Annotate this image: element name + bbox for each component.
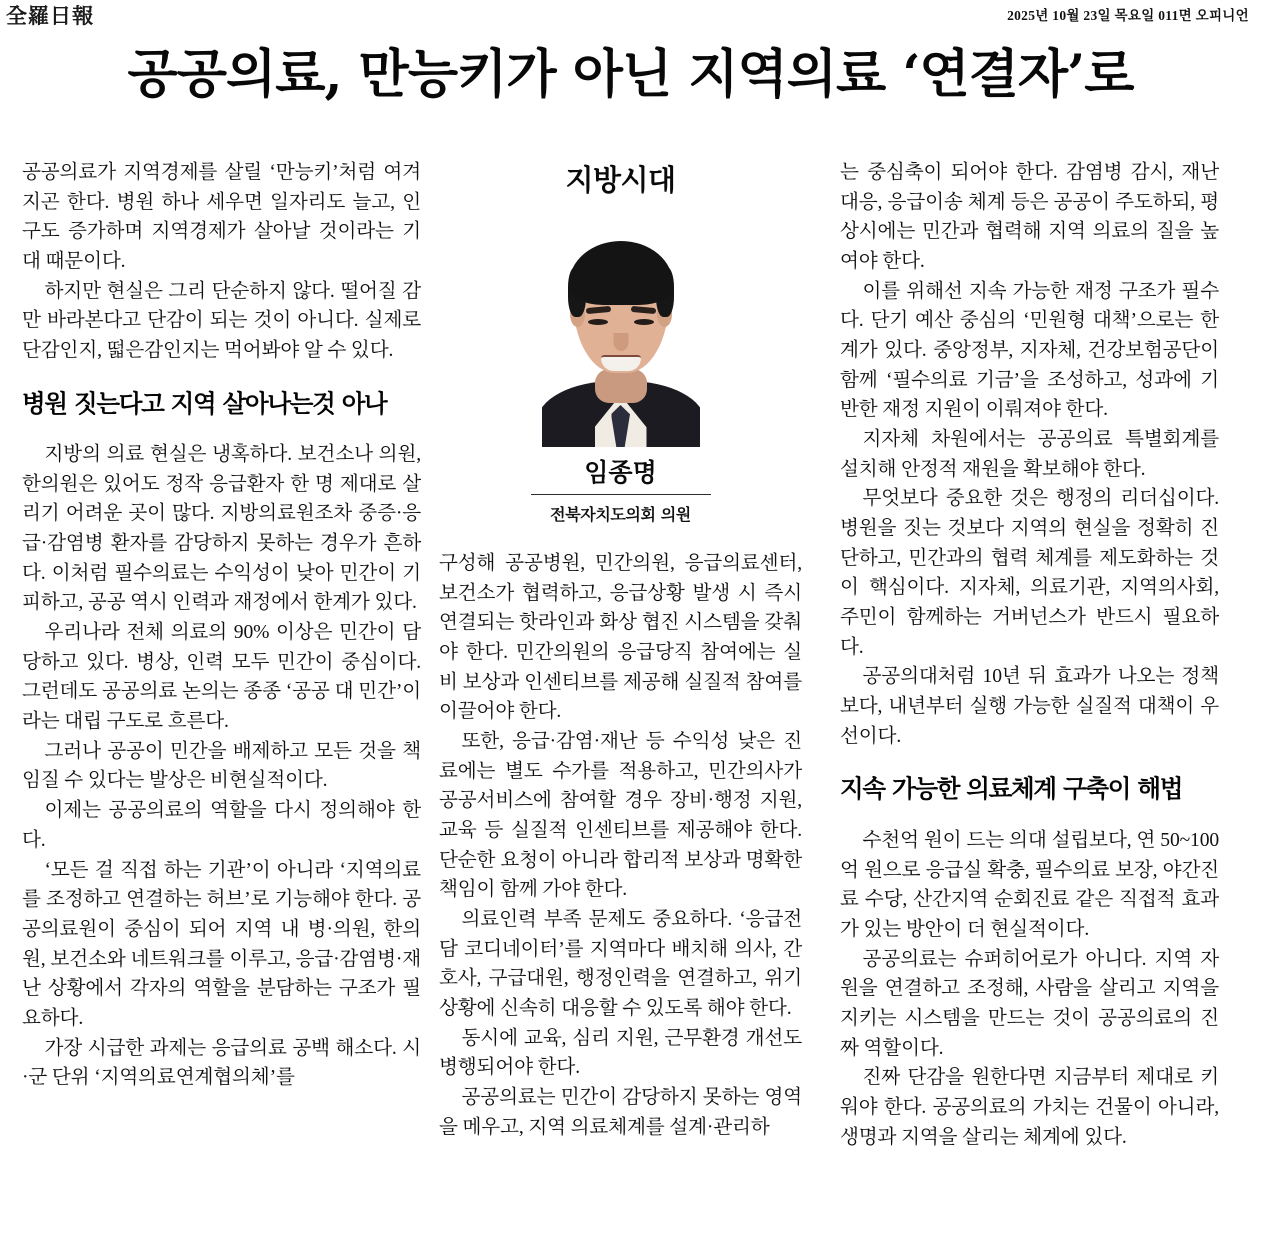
portrait-eye-right <box>634 319 654 325</box>
paragraph: 또한, 응급·감염·재난 등 수익성 낮은 진료에는 별도 수가를 적용하고, 민간의사가 공공서비스에 참여할 경우 장비·행정 지원, 교육 등 실질적 인센티브를 제공해야 한다. 단순한 요청이 아니라 합리적 보상과 명확한 책임이 함께 가야 한다. <box>439 731 802 901</box>
author-name: 임종명 <box>584 458 657 487</box>
paragraph: 이를 위해선 지속 가능한 재정 구조가 필수다. 단기 예산 중심의 ‘민원형 대책’으로는 한계가 있다. 중앙정부, 지자체, 건강보험공단이 함께 ‘필수의료 기금’을 조성하고, 성과에 기반한 재정 지원이 이뤄져야 한다. <box>840 280 1219 421</box>
portrait-nose <box>613 333 628 351</box>
paragraph: ‘모든 걸 직접 하는 기관’이 아니라 ‘지역의료를 조정하고 연결하는 허브’로 기능해야 한다. 공공의료원이 중심이 되어 지역 내 병·의원, 한의원, 보건소와 네트워크를 이루고, 응급·감염병·재난 상황에서 각자의 역할을 분담하는 구조가 필요하다. <box>22 859 421 1029</box>
paragraph: 무엇보다 중요한 것은 행정의 리더십이다. 병원을 짓는 것보다 지역의 현실을 정확히 진단하고, 민간과의 협력 체계를 제도화하는 것이 핵심이다. 지자체, 의료기관, 지역의사회, 주민이 함께하는 거버넌스가 반드시 필요하다. <box>840 488 1219 658</box>
paragraph: 공공의료가 지역경제를 살릴 ‘만능키’처럼 여겨지곤 한다. 병원 하나 세우면 일자리도 늘고, 인구도 증가하며 지역경제가 살아날 것이라는 기대 때문이다. <box>22 162 421 273</box>
paragraph: 공공의료는 슈퍼히어로가 아니다. 지역 자원을 연결하고 조정해, 사람을 살리고 지역을 지키는 시스템을 만드는 것이 공공의료의 진짜 역할이다. <box>840 948 1219 1059</box>
article-headline: 공공의료, 만능키가 아닌 지역의료 ‘연결자’로 <box>127 44 1134 105</box>
portrait-hair <box>569 241 673 305</box>
column-middle <box>421 158 820 1152</box>
column-left <box>22 158 421 1152</box>
section-subheading-1: 병원 짓는다고 지역 살아나는것 아나 <box>22 388 387 418</box>
series-title: 지방시대 <box>565 163 676 197</box>
portrait-mouth <box>601 355 641 371</box>
paragraph: 공공의대처럼 10년 뒤 효과가 나오는 정책보다, 내년부터 실행 가능한 실질적 대책이 우선이다. <box>840 666 1219 747</box>
byline-divider <box>531 494 711 495</box>
paragraph: 동시에 교육, 심리 지원, 근무환경 개선도 병행되어야 한다. <box>439 1027 802 1079</box>
paragraph: 지방의 의료 현실은 냉혹하다. 보건소나 의원, 한의원은 있어도 정작 응급환자 한 명 제대로 살리기 어려운 곳이 많다. 지방의료원조차 중증·응급·감염병 환자를 감당하지 못하는 경우가 흔하다. 이처럼 필수의료는 수익성이 낮아 민간이 기피하고, 공공 역시 인력과 재정에서 한계가 있다. <box>22 444 421 614</box>
paragraph: 지자체 차원에서는 공공의료 특별회계를 설치해 안정적 재원을 확보해야 한다. <box>840 429 1219 480</box>
author-portrait-photo <box>542 215 700 447</box>
author-photo-wrap <box>439 215 802 447</box>
author-role: 전북자치도의회 의원 <box>550 505 691 524</box>
paragraph: 수천억 원이 드는 의대 설립보다, 연 50~100억 원으로 응급실 확충, 필수의료 보장, 야간진료 수당, 산간지역 순회진료 같은 직접적 효과가 있는 방안이 더 현실적이다. <box>840 829 1219 940</box>
portrait-neck <box>595 369 647 403</box>
paragraph: 우리나라 전체 의료의 90% 이상은 민간이 담당하고 있다. 병상, 인력 모두 민간이 중심이다. 그런데도 공공의료 논의는 종종 ‘공공 대 민간’이라는 대립 구도로 흐른다. <box>22 622 421 733</box>
paragraph: 는 중심축이 되어야 한다. 감염병 감시, 재난 대응, 응급이송 체계 등은 공공이 주도하되, 평상시에는 민간과 협력해 지역 의료의 질을 높여야 한다. <box>840 162 1219 273</box>
paragraph: 진짜 단감을 원한다면 지금부터 제대로 키워야 한다. 공공의료의 가치는 건물이 아니라, 생명과 지역을 살리는 체계에 있다. <box>840 1067 1219 1148</box>
section-subheading-2: 지속 가능한 의료체계 구축이 해법 <box>840 774 1183 804</box>
paragraph: 구성해 공공병원, 민간의원, 응급의료센터, 보건소가 협력하고, 응급상황 발생 시 즉시 연결되는 핫라인과 화상 협진 시스템을 갖춰야 한다. 민간의원의 응급당직 참여에는 실비 보상과 인센티브를 제공해 실질적 참여를 이끌어야 한다. <box>439 553 802 723</box>
portrait-eye-left <box>588 319 608 325</box>
paragraph: 그러나 공공이 민간을 배제하고 모든 것을 책임질 수 있다는 발상은 비현실적이다. <box>22 740 421 792</box>
newspaper-logo: 全羅日報 <box>6 3 94 28</box>
paragraph: 공공의료는 민간이 감당하지 못하는 영역을 메우고, 지역 의료체계를 설계·관리하 <box>439 1087 802 1138</box>
article-columns <box>0 158 1261 1152</box>
paragraph: 하지만 현실은 그리 단순하지 않다. 떨어질 감만 바라본다고 단감이 되는 것이 아니다. 실제로 단감인지, 떫은감인지는 먹어봐야 알 수 있다. <box>22 280 421 362</box>
paragraph: 의료인력 부족 문제도 중요하다. ‘응급전담 코디네이터’를 지역마다 배치해 의사, 간호사, 구급대원, 행정인력을 연결하고, 위기 상황에 신속히 대응할 수 있도록 해야 한다. <box>439 909 802 1020</box>
paragraph: 이제는 공공의료의 역할을 다시 정의해야 한다. <box>22 800 421 851</box>
dateline: 2025년 10월 23일 목요일 011면 오피니언 <box>1007 8 1249 23</box>
column-right <box>820 158 1219 1152</box>
paragraph: 가장 시급한 과제는 응급의료 공백 해소다. 시·군 단위 ‘지역의료연계협의체’를 <box>22 1037 421 1089</box>
masthead <box>0 0 1261 32</box>
